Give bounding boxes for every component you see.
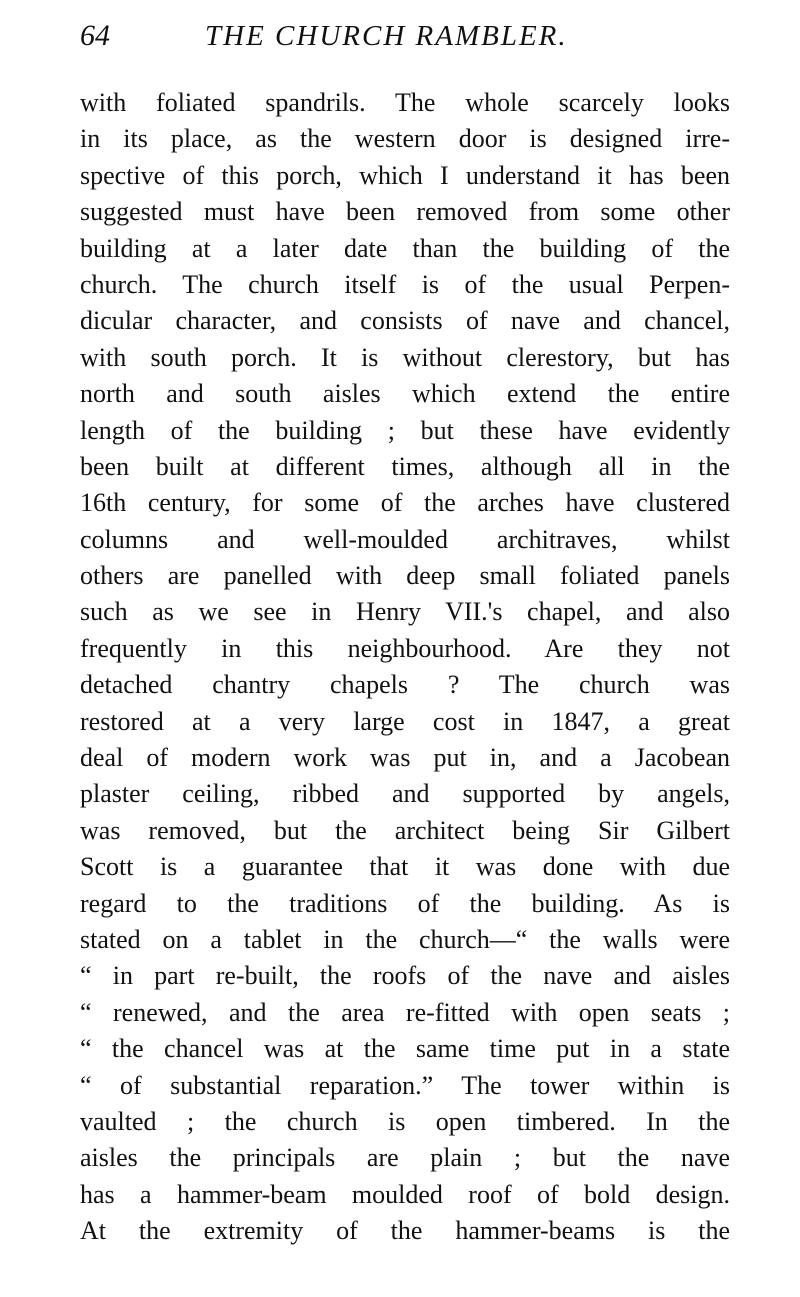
running-title: THE CHURCH RAMBLER. [205, 20, 568, 52]
text-line: others are panelled with deep small foliated panels [80, 561, 730, 591]
text-line: with south porch. It is without clerestory, but has [80, 342, 730, 372]
text-line: building at a later date than the building of the [80, 233, 730, 263]
text-line: At the extremity of the hammer-beams is the [80, 1216, 730, 1246]
text-line: restored at a very large cost in 1847, a great [80, 706, 730, 736]
text-line: regard to the traditions of the building. As is [80, 888, 730, 918]
text-line: with foliated spandrils. The whole scarcely looks [80, 88, 730, 117]
text-line: 16th century, for some of the arches have clustered [80, 488, 730, 518]
text-line: vaulted ; the church is open timbered. In the [80, 1106, 730, 1136]
text-line: church. The church itself is of the usual Perpen- [80, 269, 730, 299]
text-line: frequently in this neighbourhood. Are they not [80, 633, 730, 663]
text-line: columns and well-moulded architraves, whilst [80, 524, 730, 554]
text-line: deal of modern work was put in, and a Jacobean [80, 743, 730, 773]
text-line: length of the building ; but these have evidently [80, 415, 730, 445]
text-line: such as we see in Henry VII.'s chapel, and also [80, 597, 730, 627]
text-line: suggested must have been removed from some other [80, 197, 730, 227]
text-line: has a hammer-beam moulded roof of bold design. [80, 1179, 730, 1209]
text-line: “ the chancel was at the same time put in a state [80, 1034, 730, 1064]
text-line: was removed, but the architect being Sir Gilbert [80, 815, 730, 845]
page-header [80, 14, 740, 64]
text-line: stated on a tablet in the church—“ the walls were [80, 924, 730, 954]
text-line: Scott is a guarantee that it was done with due [80, 852, 730, 882]
text-line: been built at different times, although all in the [80, 451, 730, 481]
text-line: plaster ceiling, ribbed and supported by angels, [80, 779, 730, 809]
body-text [80, 85, 730, 1250]
text-line: “ renewed, and the area re-fitted with open seats ; [80, 997, 730, 1027]
page-number: 64 [80, 19, 110, 52]
text-line: aisles the principals are plain ; but the nave [80, 1143, 730, 1173]
text-line: dicular character, and consists of nave and chancel, [80, 306, 730, 336]
text-line: north and south aisles which extend the entire [80, 379, 730, 409]
text-line: in its place, as the western door is designed irre- [80, 124, 730, 154]
text-line: “ of substantial reparation.” The tower within is [80, 1070, 730, 1100]
text-line: spective of this porch, which I understand it has been [80, 160, 730, 190]
text-line: “ in part re-built, the roofs of the nave and aisles [80, 961, 730, 991]
text-line: detached chantry chapels ? The church was [80, 670, 730, 700]
